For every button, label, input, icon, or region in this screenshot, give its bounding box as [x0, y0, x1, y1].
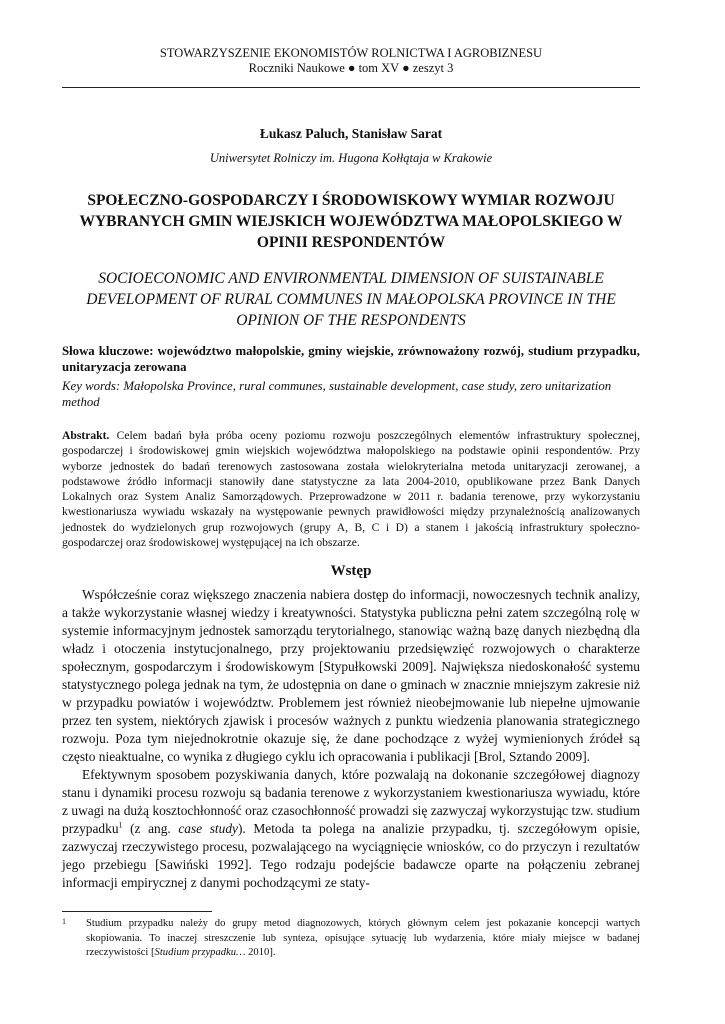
- title-polish: SPOŁECZNO-GOSPODARCZY I ŚRODOWISKOWY WYMIAR ROZWOJU WYBRANYCH GMIN WIEJSKICH WOJEWÓDZTWA MAŁOPOLSKIEGO W OPINII RESPONDENTÓW: [79, 192, 623, 251]
- paragraph-2: [62, 766, 640, 892]
- journal-name: STOWARZYSZENIE EKONOMISTÓW ROLNICTWA I AGROBIZNESU: [159, 46, 543, 60]
- paragraph-2-italic: case study: [178, 821, 238, 836]
- paragraph-1: Współcześnie coraz większego znaczenia nabiera dostęp do informacji, nowoczesnych technik analizy, a także wykorzystanie własnej wiedzy i kreatywności. Statystyka publiczna pełni zatem szczególną rolę w systemie informacyjnym jednostek samorządu terytorialnego, stanowiąc ważną bazę danych niezbędną dla władz i otoczenia instytucjonalnego, przy projektowaniu przedsięwzięć rozwojowych o charakterze społecznym, gospodarczym i środowiskowym [Stypułkowski 2009]. Największa niedoskonałość systemu statystycznego polega jednak na tym, że udostępnia on dane o gminach w znacznie mniejszym zakresie niż w przypadku powiatów i województw. Problemem jest również nieobejmowanie lub niepełne ujmowanie przez ten system, niektórych zjawisk i procesów ważnych z punktu wiedzenia planowania strategicznego rozwoju. Poza tym niejednokrotnie okazuje się, że dane pochodzące z wyżej wymienionych źródeł są często nieaktualne, co wynika z długiego cyklu ich opracowania i publikacji [Brol, Sztando 2009].: [62, 587, 640, 764]
- body-text: [62, 586, 640, 892]
- footnote-part2: 2010].: [245, 947, 276, 958]
- footnote-rule: [62, 911, 212, 912]
- keywords-english: Key words: Małopolska Province, rural communes, sustainable development, case study, zero unitarization method: [62, 379, 612, 409]
- journal-issue: Roczniki Naukowe ● tom XV ● zeszyt 3: [248, 61, 454, 75]
- journal-header: [62, 46, 640, 76]
- footnote-text: [86, 917, 640, 961]
- abstract-text: Celem badań była próba oceny poziomu rozwoju poszczególnych elementów infrastruktury społecznej, gospodarczej i środowiskowej gmin wiejskich województwa małopolskiego na podstawie opinii respondentów. Przy wyborze jednostek do badań terenowych zastosowana została wielokryterialna metoda unitaryzacji zerowanej, a podstawowe źródło informacji stanowiły dane statystyczne za lata 2004-2010, opublikowane przez Bank Danych Lokalnych oraz System Analiz Samorządowych. Przeprowadzone w 2011 r. badania terenowe, przy wykorzystaniu kwestionariusza wywiadu wskazały na występowanie pewnych prawidłowości między przynależnością analizowanych jednostek do wydzielonych grup rozwojowych (grupy A, B, C i D) a stanem i jakością infrastruktury społeczno-gospodarczej oraz środowiskowej występującej na ich obszarze.: [62, 429, 641, 550]
- footnote-part1: Studium przypadku należy do grupy metod diagnozowych, których głównym celem jest pokazanie koncepcji wartych skopiowania. To inaczej streszczenie lub synteza, opisujące sytuację lub wydarzenia, które miały miejsce w badanej rzeczywistości [: [86, 918, 640, 958]
- keywords-polish: Słowa kluczowe: województwo małopolskie, gminy wiejskie, zrównoważony rozwój, studium przypadku, unitaryzacja zerowana: [62, 344, 640, 374]
- title-english: SOCIOECONOMIC AND ENVIRONMENTAL DIMENSION OF SUISTAINABLE DEVELOPMENT OF RURAL COMMUNES IN MAŁOPOLSKA PROVINCE IN THE OPINION OF THE RESPONDENTS: [86, 270, 616, 329]
- affiliation: Uniwersytet Rolniczy im. Hugona Kołłątaja w Krakowie: [209, 151, 493, 165]
- paragraph-2-part1: Efektywnym sposobem pozyskiwania danych, które pozwalają na dokonanie szczegółowej diagnozy stanu i dynamiki procesu rozwoju są badania terenowe z wykorzystaniem kwestionariusza wywiadu, które z uwagi na dużą kosztochłonność oraz czasochłonność prowadzi się zazwyczaj wykorzystując tzw. studium przypadku: [62, 767, 640, 836]
- abstract: [62, 428, 640, 550]
- paragraph-2-part3: ). Metoda ta polega na analizie przypadku, tj. szczegółowym opisie, zazwyczaj rzeczywistego procesu, pozwalającego na wyciągnięcie wniosków, co do przyczyn i rezultatów jego przebiegu [Sawiński 1992]. Tego rodzaju podejście badawcze oparte na połączeniu zebranej informacji empirycznej z danymi pochodzącymi ze staty-: [62, 821, 640, 890]
- footnote: [62, 917, 640, 961]
- footnote-italic: Studium przypadku…: [154, 947, 246, 958]
- footnote-number: 1: [62, 917, 66, 926]
- authors: Łukasz Paluch, Stanisław Sarat: [259, 126, 443, 141]
- header-rule: [62, 87, 640, 88]
- footnote-ref: 1: [118, 820, 123, 830]
- abstract-label: Abstrakt.: [62, 429, 110, 442]
- section-title: Wstęp: [330, 563, 372, 579]
- paragraph-2-part2: (z ang.: [122, 821, 179, 836]
